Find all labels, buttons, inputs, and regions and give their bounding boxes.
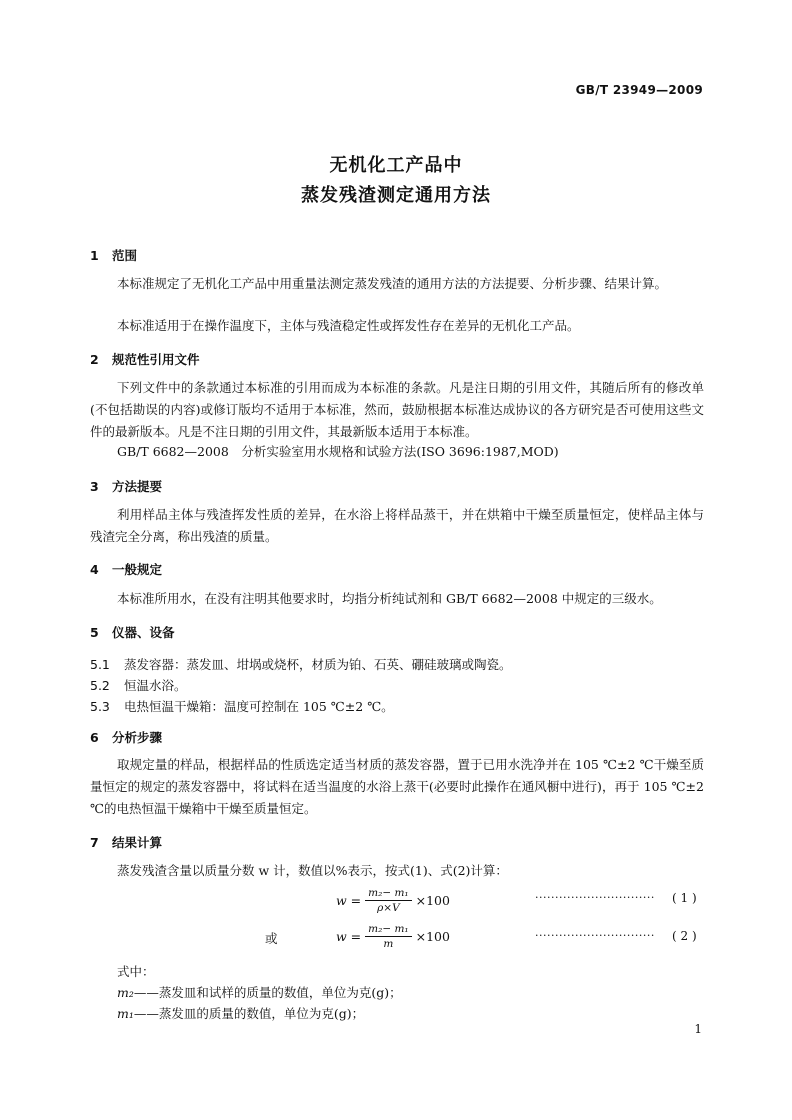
item-number: 5.1	[90, 657, 110, 672]
section-5-heading	[90, 623, 175, 641]
item-number: 5.3	[90, 699, 110, 714]
formula-numerator: m₂− m₁	[365, 923, 411, 937]
section-title: 规范性引用文件	[112, 352, 200, 367]
section-title: 结果计算	[112, 835, 163, 850]
formula-fraction	[365, 923, 411, 950]
definition-symbol: m₁	[117, 1006, 134, 1021]
formula-1	[336, 887, 450, 914]
list-item	[90, 655, 512, 673]
section-2-heading	[90, 350, 200, 368]
formula-2-leader-dots: ······························	[535, 929, 655, 942]
section-1-paragraph-2: 本标准适用于在操作温度下，主体与残渣稳定性或挥发性存在差异的无机化工产品。	[117, 318, 580, 333]
formula-rhs: ×100	[415, 929, 450, 944]
section-6-paragraph-1: 取规定量的样品，根据样品的性质选定适当材质的蒸发容器，置于已用水洗净并在 105 ℃±2 ℃干燥至质量恒定的规定的蒸发容器中，将试料在适当温度的水浴上蒸干(必要时此操作在通风橱中进行)，再于 105 ℃±2 ℃的电热恒温干燥箱中干燥至质量恒定。	[90, 757, 704, 816]
section-number: 4	[90, 562, 99, 577]
definition-row	[117, 1004, 364, 1022]
formula-denominator: ρ×V	[377, 902, 400, 914]
formula-2-number: ( 2 )	[672, 929, 697, 943]
item-text: 恒温水浴。	[124, 678, 187, 693]
section-title: 仪器、设备	[112, 625, 175, 640]
section-title: 分析步骤	[112, 730, 163, 745]
section-number: 1	[90, 248, 99, 263]
section-3-paragraph-1: 利用样品主体与残渣挥发性质的差异，在水浴上将样品蒸干，并在烘箱中干燥至质量恒定，使样品主体与残渣完全分离，称出残渣的质量。	[90, 507, 704, 544]
section-4-paragraph-1: 本标准所用水，在没有注明其他要求时，均指分析纯试剂和 GB/T 6682—2008 中规定的三级水。	[117, 591, 662, 606]
standard-number: GB/T 23949—2009	[575, 83, 703, 97]
formula-rhs: ×100	[415, 893, 450, 908]
formula-1-number: ( 1 )	[672, 891, 697, 905]
section-3-heading	[90, 477, 162, 495]
formula-denominator: m	[383, 938, 394, 950]
item-number: 5.2	[90, 678, 110, 693]
section-title: 范围	[112, 248, 138, 263]
definition-symbol: m₂	[117, 985, 134, 1000]
list-item	[90, 676, 187, 694]
section-number: 6	[90, 730, 99, 745]
section-number: 2	[90, 352, 99, 367]
section-number: 3	[90, 479, 99, 494]
formula-numerator: m₂− m₁	[365, 887, 411, 901]
page-number: 1	[694, 1022, 702, 1036]
section-7-heading	[90, 833, 162, 851]
section-4-heading	[90, 560, 162, 578]
section-number: 5	[90, 625, 99, 640]
formula-fraction	[365, 887, 411, 914]
section-1-paragraph-1: 本标准规定了无机化工产品中用重量法测定蒸发残渣的通用方法的方法提要、分析步骤、结果计算。	[117, 276, 668, 291]
definition-text: ——蒸发皿的质量的数值，单位为克(g)；	[133, 1006, 365, 1021]
where-label: 式中：	[117, 964, 155, 979]
section-6-heading	[90, 728, 162, 746]
formula-2	[336, 923, 450, 950]
section-2-reference: GB/T 6682—2008 分析实验室用水规格和试验方法(ISO 3696:1987,MOD)	[117, 444, 559, 459]
section-title: 一般规定	[112, 562, 163, 577]
section-2-paragraph-1: 下列文件中的条款通过本标准的引用而成为本标准的条款。凡是注日期的引用文件，其随后所有的修改单(不包括勘误的内容)或修订版均不适用于本标准，然而，鼓励根据本标准达成协议的各方研究是否可使用这些文件的最新版本。凡是不注日期的引用文件，其最新版本适用于本标准。	[90, 380, 704, 439]
section-7-intro: 蒸发残渣含量以质量分数 w 计，数值以%表示，按式(1)、式(2)计算：	[117, 863, 508, 878]
title-line-1: 无机化工产品中	[329, 155, 463, 176]
formula-lhs: w =	[336, 929, 362, 944]
formula-lhs: w =	[336, 893, 362, 908]
item-text: 蒸发容器：蒸发皿、坩埚或烧杯，材质为铂、石英、硼硅玻璃或陶瓷。	[124, 657, 512, 672]
item-text: 电热恒温干燥箱：温度可控制在 105 ℃±2 ℃。	[124, 699, 394, 714]
section-number: 7	[90, 835, 99, 850]
formula-1-leader-dots: ······························	[535, 891, 655, 904]
definition-text: ——蒸发皿和试样的质量的数值，单位为克(g)；	[133, 985, 402, 1000]
title-line-2: 蒸发残渣测定通用方法	[301, 185, 491, 206]
section-title: 方法提要	[112, 479, 163, 494]
list-item	[90, 697, 394, 715]
definition-row	[117, 983, 402, 1001]
or-label: 或	[265, 931, 278, 946]
section-1-heading	[90, 246, 137, 264]
